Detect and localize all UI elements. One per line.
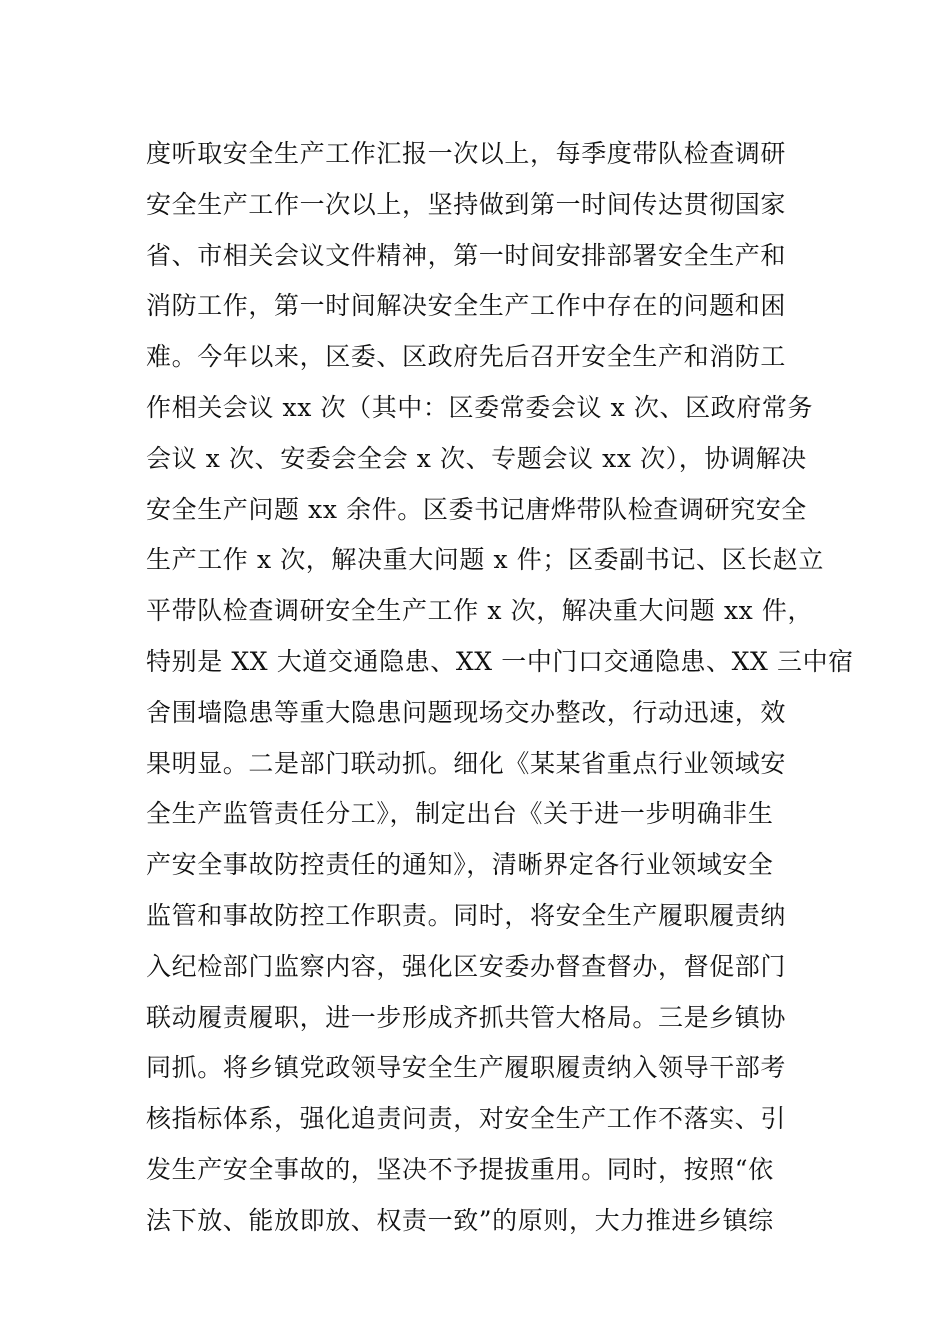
text-line: 平带队检查调研安全生产工作 x 次，解决重大问题 xx 件， bbox=[146, 596, 814, 626]
text-line: 安全生产问题 xx 余件。区委书记唐烨带队检查调研究安全 bbox=[146, 494, 807, 524]
text-line: 消防工作，第一时间解决安全生产工作中存在的问题和困 bbox=[146, 291, 787, 321]
text-line: 果明显。二是部门联动抓。细化《某某省重点行业领域安 bbox=[146, 748, 787, 778]
text-line: 全生产监管责任分工》，制定出台《关于进一步明确非生 bbox=[146, 799, 774, 829]
text-line: 联动履责履职，进一步形成齐抓共管大格局。三是乡镇协 bbox=[146, 1002, 787, 1032]
text-line: 同抓。将乡镇党政领导安全生产履职履责纳入领导干部考 bbox=[146, 1053, 787, 1083]
text-line: 度听取安全生产工作汇报一次以上，每季度带队检查调研 bbox=[146, 139, 787, 168]
text-line: 发生产安全事故的，坚决不予提拔重用。同时，按照“依 bbox=[146, 1154, 774, 1184]
text-line: 生产工作 x 次，解决重大问题 x 件；区委副书记、区长赵立 bbox=[146, 545, 824, 575]
text-line: 作相关会议 xx 次（其中：区委常委会议 x 次、区政府常务 bbox=[146, 392, 814, 422]
text-line: 会议 x 次、安委会全会 x 次、专题会议 xx 次），协调解决 bbox=[146, 443, 807, 473]
text-line: 法下放、能放即放、权责一致”的原则，大力推进乡镇综 bbox=[146, 1205, 774, 1235]
text-line: 难。今年以来，区委、区政府先后召开安全生产和消防工 bbox=[146, 342, 787, 372]
text-line: 省、市相关会议文件精神，第一时间安排部署安全生产和 bbox=[146, 240, 787, 270]
text-line: 舍围墙隐患等重大隐患问题现场交办整改，行动迅速，效 bbox=[146, 697, 787, 727]
text-line: 监管和事故防控工作职责。同时，将安全生产履职履责纳 bbox=[146, 900, 787, 930]
text-line: 产安全事故防控责任的通知》，清晰界定各行业领域安全 bbox=[146, 850, 774, 880]
text-line: 核指标体系，强化追责问责，对安全生产工作不落实、引 bbox=[146, 1104, 787, 1134]
text-line: 安全生产工作一次以上，坚持做到第一时间传达贯彻国家 bbox=[146, 189, 787, 219]
text-line: 入纪检部门监察内容，强化区安委办督查督办，督促部门 bbox=[146, 951, 787, 981]
text-line: 特别是 XX 大道交通隐患、XX 一中门口交通隐患、XX 三中宿 bbox=[146, 646, 854, 676]
body-text bbox=[146, 129, 854, 1247]
